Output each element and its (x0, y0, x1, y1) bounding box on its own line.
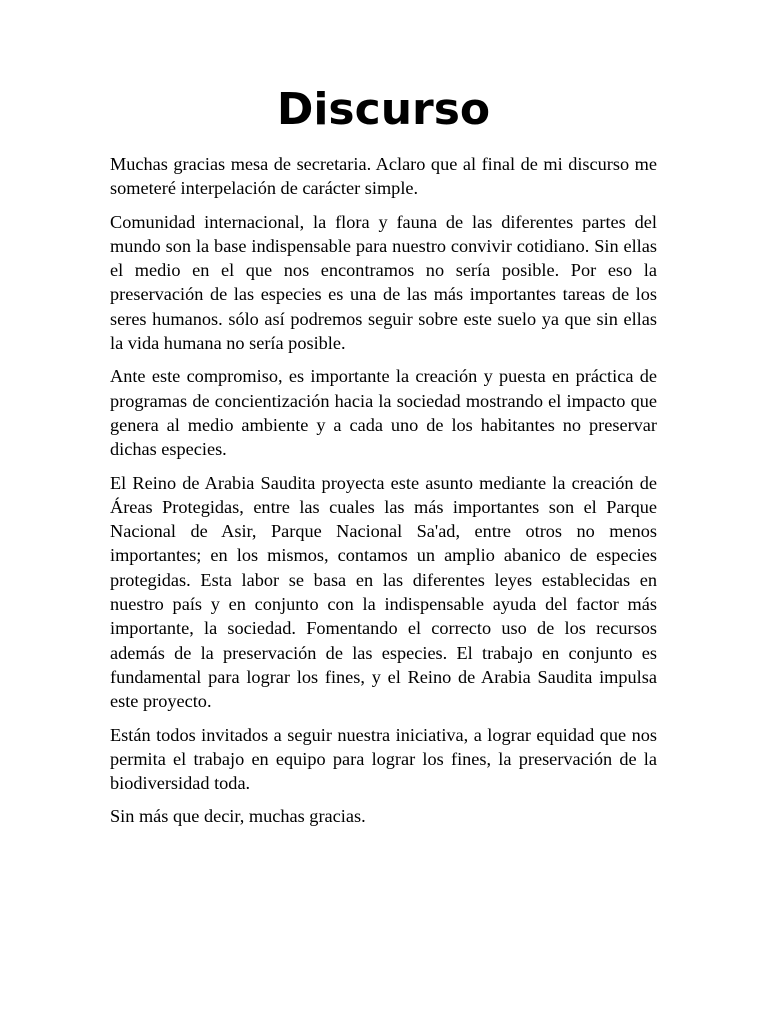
paragraph-saudi-arabia: El Reino de Arabia Saudita proyecta este asunto mediante la creación de Áreas Protegidas, entre las cuales las más importantes son el Parque Nacional de Asir, Parque Nacional Sa'ad, entre otros no menos importantes; en los mismos, contamos un amplio abanico de especies protegidas. Esta labor se basa en las diferentes leyes establecidas en nuestro país y en conjunto con la indispensable ayuda del factor más importante, la sociedad. Fomentando el correcto uso de los recursos además de la preservación de las especies. El trabajo en conjunto es fundamental para lograr los fines, y el Reino de Arabia Saudita impulsa este proyecto. (110, 472, 657, 712)
paragraph-invitation: Están todos invitados a seguir nuestra iniciativa, a lograr equidad que nos permita el trabajo en equipo para lograr los fines, la preservación de la biodiversidad toda. (110, 724, 657, 794)
document-page (110, 82, 657, 838)
document-title: Discurso (276, 84, 491, 135)
paragraph-community: Comunidad internacional, la flora y fauna de las diferentes partes del mundo son la base indispensable para nuestro convivir cotidiano. Sin ellas el medio en el que nos encontramos no sería posible. Por eso la preservación de las especies es una de las más importantes tareas de los seres humanos. sólo así podremos seguir sobre este suelo ya que sin ellas la vida humana no sería posible. (110, 211, 657, 354)
paragraph-commitment: Ante este compromiso, es importante la creación y puesta en práctica de programas de concientización hacia la sociedad mostrando el impacto que genera al medio ambiente y a cada uno de los habitantes no preservar dichas especies. (110, 366, 657, 460)
paragraph-intro: Muchas gracias mesa de secretaria. Aclaro que al final de mi discurso me someteré interpelación de carácter simple. (110, 154, 657, 199)
paragraph-closing: Sin más que decir, muchas gracias. (110, 806, 366, 827)
